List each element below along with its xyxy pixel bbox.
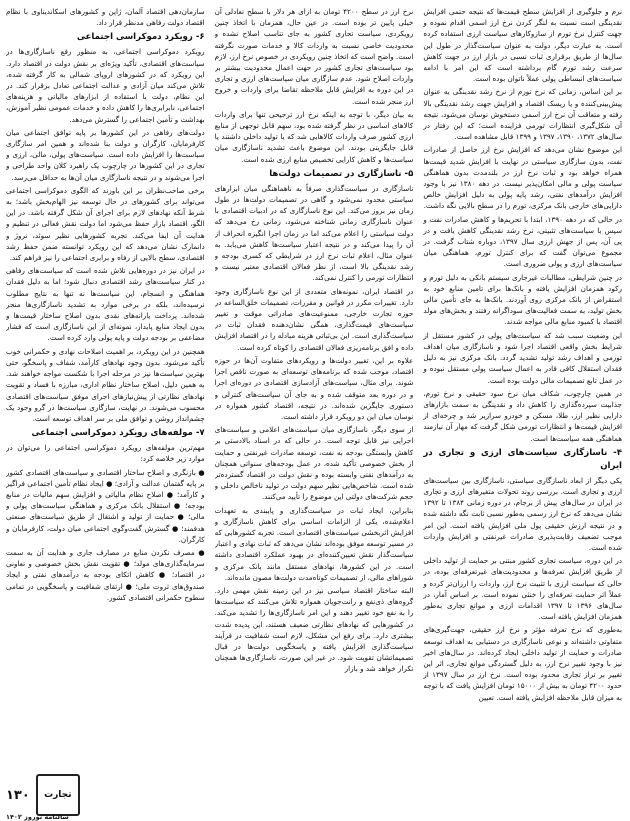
paragraph: در چنین شرایطی، مطالبات غیرجاری سیستم بانکی به دلیل تورم و رکود همزمان افزایش یافته و بانک‌ها برای تامین منابع خود به استقراض از بانک مرکزی روی آوردند. بانک‌ها به جای تأمین مالی بخش تولید، به سمت فعالیت‌های سوداگرانه رفتند و بخش‌های مولد اقتصاد با کمبود منابع مالی مواجه شدند. [423,272,622,327]
paragraph: برخی صاحب‌نظران بر این باورند که الگوی دموکراسی اجتماعی می‌تواند برای کشورهای در حال توسعه نیز الهام‌بخش باشد؛ به شرط آنکه نهادهای لازم برای اجرای آن شکل گرفته باشد. در این الگو، اقتصاد بازار حفظ می‌شود اما دولت نقش فعالی در تنظیم و هدایت آن ایفا می‌کند. تجربه کشورهایی نظیر سوئد، نروژ و دانمارک نشان می‌دهد که این رویکرد توانسته ضمن حفظ رشد اقتصادی، سطح بالایی از رفاه و برابری اجتماعی را نیز فراهم کند. [5,185,205,263]
paragraph: رویکرد دموکراسی اجتماعی، به منظور رفع ناسازگاری‌ها در سیاست‌های اقتصادی، تأکید ویژه‌ای بر نقش دولت در اقتصاد دارد. این رویکرد که در کشورهای اروپای شمالی به کار گرفته شده، تلاش می‌کند میان آزادی و عدالت اجتماعی تعادل برقرار کند. در این نظام، دولت با استفاده از ابزارهای مالیاتی و هزینه‌های اجتماعی، نابرابری‌ها را کاهش داده و خدمات عمومی نظیر آموزش، بهداشت و تأمین اجتماعی را گسترش می‌دهد. [5,47,205,124]
paragraph: ناسازگاری در سیاست‌گذاری صرفاً به ناهماهنگی میان ابزارهای سیاستی محدود نمی‌شود و گاهی در تصمیمات دولت‌ها در طول زمان نیز بروز می‌کند. این نوع ناسازگاری که در ادبیات اقتصادی با عنوان ناسازگاری زمانی شناخته می‌شود، زمانی رخ می‌دهد که دولت سیاستی را اعلام می‌کند اما در زمان اجرا انگیزه انحراف از آن را پیدا می‌کند و در نتیجه اعتبار سیاست‌ها کاهش می‌یابد. به عنوان مثال، اعلام ثبات نرخ ارز در شرایطی که کسری بودجه و رشد نقدینگی بالا است، از نظر فعالان اقتصادی معتبر نیست و انتظارات تورمی را کنترل نمی‌کند. [214,183,414,283]
paragraph: یکی دیگر از ابعاد ناسازگاری سیاستی، ناسازگاری بین سیاست‌های ارزی و تجاری است. بررسی روند تحولات متغیرهای ارزی و تجاری در ایران در سال‌های پیش از برجام، در دوره زمانی ۱۳۸۴ تا ۱۳۹۲ نشان می‌دهد که نرخ ارز رسمی به‌طور نسبی ثابت نگه داشته شده و در نتیجه ارزش حقیقی پول ملی افزایش یافته است. این امر موجب تضعیف رقابت‌پذیری صادرات غیرنفتی و افزایش واردات شده است. [423,475,622,552]
paragraph: در این دوره، سیاست تجاری کشور مبتنی بر حمایت از تولید داخلی از طریق افزایش تعرفه‌ها و محدودیت‌های غیرتعرفه‌ای بوده، در حالی که سیاست ارزی با تثبیت نرخ ارز، واردات را ارزان‌تر کرده و عملاً اثر حمایت تعرفه‌ای را خنثی نموده است. بر اساس آمار، در سال‌های ۱۳۹۶ تا ۱۳۹۷ اقدامات ارزی و موانع تجاری به‌طور همزمان افزایش یافته است. [423,556,622,622]
paragraph: البته ساختار اقتصاد سیاسی نیز در این زمینه نقش مهمی دارد. گروه‌های ذی‌نفع و رانت‌جویان همواره تلاش می‌کنند که سیاست‌ها را به نفع خود تغییر دهند و این امر ناسازگاری‌ها را تشدید می‌کند. در کشورهایی که نهادهای نظارتی ضعیف هستند، این پدیده شدت بیشتری دارد. برای رفع این مشکل، لازم است شفافیت در فرآیند سیاست‌گذاری افزایش یافته و پاسخگویی دولت‌ها در قبال تصمیماتشان تقویت شود. در غیر این صورت، ناسازگاری‌ها همچنان تکرار خواهد شد و بازار [214,585,414,674]
paragraph: به بیان دیگر، با توجه به اینکه نرخ ارز ترجیحی تنها برای واردات کالاهای اساسی در نظر گرفته شده بود، سهم قابل توجهی از منابع ارزی کشور صرف واردات کالاهایی شد که یا تولید داخلی داشتند یا قابل جایگزینی بودند. این موضوع باعث تشدید ناسازگاری میان سیاست‌ها و کاهش کارایی تخصیص منابع ارزی شده است. [214,109,414,164]
paragraph: نرخ ارز در سطح ۴۲۰۰ تومان به ازای هر دلار با سطح تعادلی آن خیلی پایین تر بوده است. در عین حال، همزمان با اتخاذ چنین رویکردی، سیاست تجاری کشور به جای تناسب اصلاح نشده و محدودیت خاصی نسبت به واردات کالا و خدمات صورت نگرفته است. واضح است که اتخاذ چنین رویکردی در خصوص نرخ ارز، لازم بود سیاست‌های تجاری کشور در جهت اعمال محدودیت بیشتر بر واردات اصلاح شود. عدم سازگاری میان سیاست‌های ارزی و تجاری در این دوره به افزایش قابل ملاحظه تقاضا برای واردات و خروج ارز منجر شده است. [214,7,414,106]
annual-issue-label: سالنامه نوروز ۱۴۰۲ [6,813,69,821]
paragraph: این موضوع نشان می‌دهد که افزایش نرخ ارز حاصل از صادرات نفت، بدون سازگاری سیاستی در نهایت با افزایش شدید قیمت‌ها همراه خواهد بود و ثبات نرخ ارز در بلندمدت بدون هماهنگی سیاست پولی و مالی امکان‌پذیر نیست. در دهه ۱۳۸۰ نیز با وجود افزایش درآمدهای نفتی، رشد پایه پولی به دلیل افزایش خالص دارایی‌های خارجی بانک مرکزی، تورم را در سطح بالایی نگه داشت. [423,145,622,211]
page-number: ۱۳۰ [6,787,30,803]
paragraph: در حالی که در دهه ۱۳۹۰، ابتدا با تحریم‌ها و کاهش صادرات نفت و سپس با سیاست‌های تثبیتی، نرخ رشد نقدینگی کاهش یافت و در پی آن، پس از جهش ارزی سال ۱۳۹۷، دوباره شتاب گرفت. در مجموع می‌توان گفت که برای کنترل تورم، هماهنگی میان سیاست‌های ارزی و پولی ضروری است. [423,214,622,269]
paragraph: در ایران نیز در دوره‌هایی تلاش شده است که سیاست‌های رفاهی در کنار سیاست‌های رشد اقتصادی دنبال شود؛ اما به دلیل فقدان هماهنگی و انسجام، این سیاست‌ها نه تنها به نتایج مطلوب نرسیده‌اند، بلکه در برخی موارد به تشدید ناسازگاری‌ها منجر شده‌اند. پرداخت یارانه‌های نقدی بدون اصلاح ساختار قیمت‌ها و بدون ایجاد منابع پایدار، نمونه‌ای از این ناسازگاری است که فشار مضاعفی بر بودجه دولت و پایه پولی وارد کرده است. [5,266,205,343]
column-right [423,6,622,776]
section-heading: ۶- رویکرد دموکراسی اجتماعی [76,32,205,43]
page-footer [6,774,80,816]
paragraph: بنابراین، ایجاد ثبات در سیاست‌گذاری و پایبندی به تعهدات اعلام‌شده، یکی از الزامات اساسی برای کاهش ناسازگاری و افزایش اثربخشی سیاست‌های اقتصادی است. تجربه کشورهایی که در مسیر توسعه موفق بوده‌اند نشان می‌دهد که ثبات نهادی و اعتبار سیاست‌گذار نقش تعیین‌کننده‌ای در بهبود عملکرد اقتصادی داشته است. در این کشورها، نهادهای مستقل مانند بانک مرکزی و شوراهای مالی، از تصمیمات کوتاه‌مدت دولت‌ها مصون مانده‌اند. [214,505,414,582]
paragraph: نرم و جلوگیری از افزایش سطح قیمت‌ها که نتیجه حتمی افزایش نقدینگی است نسبت به لنگر کردن نرخ ارز اسمی اقدام نموده و جهت کنترل نرخ تورم از سازوکارهای سیاست ارزی استفاده کرده است. به عبارت دیگر، دولت به عنوان سیاست‌گذار در طول این سال‌ها از طریق برقراری ثبات نسبی در بازار ارز در جهت کاهش سرعت رشد تورم گام برداشته است که این امر با ادامه سیاست‌های انبساطی پولی عملاً ناتوان بوده است. [423,7,622,84]
paragraph: همچنین در این رویکرد، بر اهمیت اصلاحات نهادی و حکمرانی خوب تأکید می‌شود. بدون وجود نهادهای کارآمد، شفاف و پاسخگو، حتی بهترین سیاست‌ها نیز در مرحله اجرا با شکست مواجه خواهند شد. به همین دلیل، اصلاح ساختار نظام اداری، مبارزه با فساد و تقویت نهادهای نظارتی از پیش‌نیازهای اجرای موفق سیاست‌های اقتصادی محسوب می‌شوند. در نهایت، سازگاری سیاست‌ها در گرو وجود یک چشم‌انداز روشن و توافق ملی بر سر اهداف توسعه است. [5,346,205,423]
paragraph: دولت‌های رفاهی در این کشورها بر پایه توافق اجتماعی میان کارفرمایان، کارگران و دولت بنا شده‌اند و همین امر سازگاری سیاست‌ها را افزایش داده است. سیاست‌های پولی، مالی، ارزی و تجاری در این کشورها در چارچوب یک راهبرد کلان واحد طراحی و اجرا می‌شوند و در نتیجه ناسازگاری میان آن‌ها به حداقل می‌رسد. [5,127,205,182]
paragraph: علاوه بر این، تغییر دولت‌ها و رویکردهای متفاوت آن‌ها در حوزه اقتصاد، موجب شده که برنامه‌های توسعه‌ای به صورت ناقص اجرا شوند. برای مثال، سیاست‌های آزادسازی اقتصادی در دوره‌ای اجرا و در دوره بعد متوقف شده و به جای آن سیاست‌های کنترلی و دستوری جایگزین شده‌اند. در نتیجه، اقتصاد کشور همواره در نوسان میان این دو رویکرد قرار داشته است. [214,355,414,421]
paragraph: در همین چارچوب، شکاف میان نرخ سود حقیقی و نرخ تورم، جذابیت سپرده‌گذاری را کاهش داد و نقدینگی به سمت بازارهای دارایی نظیر ارز، طلا، مسکن و خودرو سرازیر شد و چرخه‌ای از افزایش قیمت‌ها و انتظارات تورمی شکل گرفت که مهار آن نیازمند هماهنگی همه سیاست‌ها است. [423,388,622,443]
paragraph: به‌طوری که نرخ تعرفه مؤثر و نرخ ارز حقیقی، جهت‌گیری‌های متفاوتی داشته‌اند و نوعی ناسازگاری در دستیابی به اهداف توسعه صادرات و حمایت از تولید داخلی ایجاد کرده‌اند. در سال‌های اخیر نیز با وجود تغییر نرخ ارز، به دلیل گستردگی موانع تجاری، اثر این تغییر بر تراز تجاری محدود بوده است. نرخ ارز در سال ۱۳۹۷ از حدود ۴۲۰۰ تومان به بیش از ۱۵۰۰۰ تومان افزایش یافت که با توجه به میزان قابل ملاحظه افزایش یافته است. تعیین [423,625,622,702]
section-heading: ۵- ناسازگاری در تصمیمات دولت‌ها [269,168,414,179]
section-heading: ۴- ناسازگاری سیاست‌های ارزی و تجاری در ایران [423,447,622,471]
paragraph: مهم‌ترین مولفه‌های رویکرد دموکراسی اجتماعی را می‌توان در موارد زیر خلاصه کرد: [5,443,205,464]
section-heading: ۷- مولفه‌های رویکرد دموکراسی اجتماعی [31,428,205,439]
column-left [6,6,205,776]
paragraph: ● مصرف نکردن منابع در مصارف جاری و هدایت آن به سمت سرمایه‌گذاری‌های مولد؛ ● تقویت نقش بخش خصوصی و تعاونی در اقتصاد؛ ● کاهش اتکای بودجه به درآمدهای نفتی و ایجاد صندوق‌های ثروت ملی؛ ● ارتقای شفافیت و پاسخگویی در تمامی سطوح حکمرانی اقتصادی کشور. [5,547,205,602]
paragraph: سازمان‌دهی اقتصاد آلمان، ژاپن و کشورهای اسکاندیناوی با نظام اقتصاد دولت رفاهی مدنظر قرار داد. [5,7,205,28]
paragraph: ● بازنگری و اصلاح ساختار اقتصادی و سیاست‌های اقتصادی کشور بر پایه گفتمان عدالت و آزادی؛ ● ایجاد نظام تأمین اجتماعی فراگیر و کارآمد؛ ● اصلاح نظام مالیاتی و افزایش سهم مالیات در منابع بودجه؛ ● استقلال بانک مرکزی و هماهنگی سیاست‌های پولی و مالی؛ ● حمایت از تولید و اشتغال از طریق سیاست‌های صنعتی هدفمند؛ ● گسترش گفت‌وگوی اجتماعی میان دولت، کارفرمایان و کارگران. [5,467,205,544]
text-columns [6,6,622,776]
paragraph: از سوی دیگر، ناسازگاری میان سیاست‌های اعلامی و سیاست‌های اجرایی نیز قابل توجه است. در حالی که در اسناد بالادستی بر کاهش وابستگی بودجه به نفت، توسعه صادرات غیرنفتی و حمایت از بخش خصوصی تأکید شده، در عمل بودجه‌های سنواتی همچنان به درآمدهای نفتی وابسته بوده و نقش دولت در اقتصاد گسترده‌تر شده است. شاخص‌هایی نظیر سهم دولت در تولید ناخالص داخلی و حجم شرکت‌های دولتی این موضوع را تأیید می‌کنند. [214,425,414,502]
logo-text: تجارت [44,789,72,800]
paragraph: این وضعیت سبب شد که سیاست‌های پولی در کشور مستقل از شرایط بخش واقعی اقتصاد اجرا شود و ناسازگاری میان اهداف تورمی و اهداف رشد تولید تشدید گردد. بانک مرکزی نیز به دلیل فقدان استقلال کافی قادر به اعمال سیاست پولی مستقل نبوده و در عمل تابع تصمیمات مالی دولت بوده است. [423,330,622,385]
column-middle [215,6,414,776]
paragraph: در اقتصاد ایران، نمونه‌های متعددی از این نوع ناسازگاری وجود دارد. تغییرات مکرر در قوانین و مقررات، تصمیمات خلق‌الساعه در حوزه تجارت خارجی، ممنوعیت‌های صادراتی موقت و تغییر سیاست‌های قیمت‌گذاری، همگی نشان‌دهنده فقدان ثبات در سیاست‌گذاری است. این بی‌ثباتی هزینه مبادله را در اقتصاد افزایش داده و افق برنامه‌ریزی فعالان اقتصادی را کوتاه کرده است. [214,286,414,352]
magazine-logo [36,774,80,816]
paragraph: بر این اساس، زمانی که نرخ تورم از نرخ رشد نقدینگی به عنوان پیش‌بینی‌کننده و یا ریسک اقتصاد و افزایش جهت رشد نقدینگی بالا رفته و متعاقب آن نرخ ارز اسمی دستخوش نوسان می‌شود، نتیجه آن شکل‌گیری انتظارات تورمی فزاینده است؛ که این رفتار در سال‌های ۱۳۷۲، ۱۳۹۰، ۱۳۹۷ و ۱۳۹۹ قابل مشاهده است. [423,87,622,142]
